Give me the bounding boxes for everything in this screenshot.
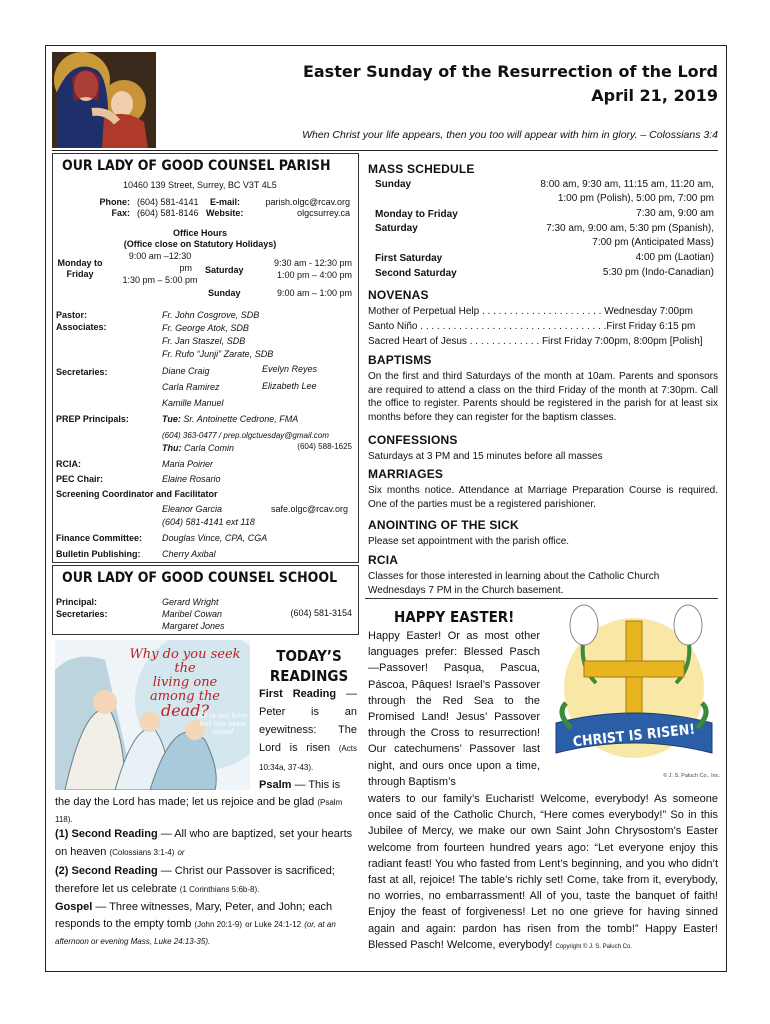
christ-is-risen-banner: CHRIST IS RISEN! (572, 721, 696, 751)
screening-phone: (604) 581-4141 ext 118 (162, 517, 255, 527)
phone-number: (604) 581-4141 (137, 197, 199, 207)
secretary-2: Evelyn Reyes (262, 364, 318, 374)
readings-title-2: READINGS (269, 667, 349, 685)
prep-thu-name: Carla Comin (184, 443, 235, 453)
associate-2: Fr. Jan Staszel, SDB (162, 336, 246, 346)
second-saturday: 5:30 pm (Indo-Canadian) (602, 267, 714, 278)
illustration-text-4: dead? (160, 701, 210, 720)
first-reading (259, 685, 357, 777)
second-reading-1-ref: (Colossians 3:1-4) (109, 848, 175, 857)
pastor-label: Pastor: (56, 310, 88, 320)
mass-sunday-1: 8:00 am, 9:30 am, 11:15 am, 11:20 am, (540, 179, 714, 190)
secretary-3: Carla Ramirez (162, 382, 220, 392)
confessions-text: Saturdays at 3 PM and 15 minutes before all masses (368, 451, 603, 462)
office-saturday-label: Saturday (205, 265, 244, 275)
first-saturday-label: First Saturday (375, 253, 443, 264)
secretary-5: Kamille Manuel (162, 398, 224, 408)
gospel-ref: (John 20:1-9) (194, 920, 243, 929)
bulletin-label: Bulletin Publishing: (56, 549, 141, 559)
weekday-hours-2: pm (179, 263, 192, 273)
rcia-label: RCIA: (56, 459, 81, 469)
mass-saturday-2: 7:00 pm (Anticipated Mass) (592, 237, 714, 248)
psalm-continuation: the day the Lord has made; let us rejoice and be glad (Psalm 118). (55, 796, 343, 824)
readings-illustration (55, 640, 250, 790)
first-reading-text: — Peter is an eyewitness: The Lord is risen (259, 688, 357, 754)
prep-label: PREP Principals: (56, 414, 129, 424)
mass-sunday-2: 1:00 pm (Polish), 5:00 pm, 7:00 pm (557, 193, 714, 204)
novena-line-3: Sacred Heart of Jesus . . . . . . . . . . . . . First Friday 7:00pm, 8:00pm [Polish] (368, 336, 703, 347)
second-reading-2-ref: (1 Corinthians 5:6b-8). (179, 885, 260, 894)
website-label: Website: (206, 208, 244, 218)
school-secretaries-label: Secretaries: (56, 609, 108, 619)
principal-name: Gerard Wright (162, 597, 219, 607)
mass-schedule-title: MASS SCHEDULE (368, 162, 475, 176)
novena-line-1: Mother of Perpetual Help . . . . . . . . . . . . . . . . . . . . . . Wednesday 7:00pm (368, 306, 693, 317)
easter-text-narrow: Happy Easter! Or as most other languages prefer: Blessed Pasch—Passover! Pasqua, Pascua, Páscoa, Pâques! Israel’s Passover through the Red Sea to the Promised Land! Jesus’ Passover through the Cross to resurrection! Our catechumens’ Passover last night, and ours once upon a time, through Baptism’s (368, 630, 540, 788)
screening-label: Screening Coordinator and Facilitator (56, 489, 218, 499)
associate-3: Fr. Rufo “Junji” Zarate, SDB (162, 349, 274, 359)
title-line-2: April 21, 2019 (591, 86, 718, 105)
easter-text-wide (368, 791, 718, 955)
second-reading-2-label: (2) Second Reading (55, 865, 158, 877)
rcia-section-title: RCIA (368, 553, 399, 567)
anointing-text: Please set appointment with the parish office. (368, 536, 570, 547)
parish-address: 10460 139 Street, Surrey, BC V3T 4L5 (123, 180, 277, 190)
scripture-quote: When Christ your life appears, then you too will appear with him in glory. – Colossians 3:4 (302, 129, 718, 141)
gospel-alt: (or, at an afternoon or evening Mass, Luke 24:13-35). (55, 920, 336, 946)
associates-label: Associates: (56, 322, 107, 332)
school-name: OUR LADY OF GOOD COUNSEL SCHOOL (62, 570, 338, 586)
illustration-text-3: among the (149, 689, 221, 704)
rcia-name: Maria Poirier (162, 459, 214, 469)
bulletin-title (303, 60, 718, 108)
illustration-text-1: Why do you seek the (129, 647, 241, 676)
right-column-bottom-rule (365, 598, 718, 599)
office-saturday-hours-1: 9:30 am - 12:30 pm (273, 258, 352, 268)
second-saturday-label: Second Saturday (375, 268, 457, 279)
pec-name: Elaine Rosario (162, 474, 221, 484)
prep-thu-phone: (604) 588-1625 (297, 442, 352, 451)
psalm-line (259, 776, 359, 794)
rcia-section-text: Classes for those interested in learning about the Catholic Church Wednesdays 7 PM in the Church basement. (368, 571, 660, 596)
easter-copyright: Copyright © J. S. Paluch Co. (555, 943, 632, 950)
gospel-reading (55, 899, 358, 950)
office-sunday-label: Sunday (208, 288, 241, 298)
mass-weekday: 7:30 am, 9:00 am (636, 208, 714, 219)
prep-tue-label: Tue: (162, 414, 181, 424)
baptisms-title: BAPTISMS (368, 353, 432, 367)
parish-name: OUR LADY OF GOOD COUNSEL PARISH (62, 158, 331, 174)
novenas-title: NOVENAS (368, 288, 429, 302)
second-reading-1-label: (1) Second Reading (55, 828, 158, 840)
weekday-label: Monday to Friday (57, 258, 103, 279)
title-line-1: Easter Sunday of the Resurrection of the Lord (302, 62, 718, 81)
office-hours-note: (Office close on Statutory Holidays) (123, 239, 277, 249)
associate-1: Fr. George Atok, SDB (162, 323, 249, 333)
gospel-label: Gospel (55, 901, 93, 913)
office-saturday-hours-2: 1:00 pm – 4:00 pm (276, 270, 352, 280)
second-reading-1-text: — All who are baptized, set your hearts on heaven (55, 828, 353, 858)
screening-name: Eleanor Garcia (162, 504, 223, 514)
readings-title (255, 646, 363, 686)
reading-or: or (177, 848, 185, 857)
first-reading-ref: (Acts 10:34a, 37-43). (259, 744, 357, 772)
fax-number: (604) 581-8146 (137, 208, 199, 218)
second-reading-1 (55, 825, 358, 862)
prep-thu-label: Thu: (162, 443, 182, 453)
second-reading-2-text: — Christ our Passover is sacrificed; therefore let us celebrate (55, 865, 335, 895)
secretaries-label: Secretaries: (56, 367, 108, 377)
second-reading-2 (55, 862, 358, 899)
prep-tuesday (162, 414, 298, 425)
prep-contact[interactable]: (604) 363-0477 / prep.olgctuesday@gmail.com (162, 431, 329, 440)
pec-label: PEC Chair: (56, 474, 104, 484)
readings-title-1: TODAY’S (276, 647, 342, 665)
pastor-name: Fr. John Cosgrove, SDB (162, 310, 260, 320)
fax-label: Fax: (111, 208, 130, 218)
office-sunday-hours: 9:00 am – 1:00 pm (276, 288, 352, 298)
email-value[interactable]: parish.olgc@rcav.org (265, 197, 350, 207)
school-secretary-1: Maribel Cowan (162, 609, 223, 619)
screening-email[interactable]: safe.olgc@rcav.org (270, 504, 348, 514)
christ-is-risen-image (546, 603, 722, 781)
finance-name: Douglas Vince, CPA, CGA (162, 533, 268, 543)
anointing-title: ANOINTING OF THE SICK (368, 518, 519, 532)
psalm-label: Psalm (259, 779, 292, 791)
illustration-text-2: living one (152, 675, 218, 690)
image-copyright: © J. S. Paluch Co., Inc. (663, 773, 720, 779)
secretary-1: Diane Craig (162, 366, 210, 376)
gospel-text: — Three witnesses, Mary, Peter, and John; each responds to the empty tomb (55, 901, 333, 930)
bulletin-name: Cherry Axibal (162, 549, 216, 559)
principal-label: Principal: (56, 597, 98, 607)
email-label: E-mail: (210, 197, 241, 207)
happy-easter-title: HAPPY EASTER! (394, 608, 515, 626)
school-phone: (604) 581-3154 (290, 608, 352, 618)
office-hours-title: Office Hours (172, 228, 227, 238)
phone-label: Phone: (99, 197, 130, 207)
weekday-hours-1: 9:00 am –12:30 (128, 251, 192, 261)
mass-weekday-label: Monday to Friday (375, 209, 458, 220)
header-divider (52, 150, 718, 151)
marriages-text: Six months notice. Attendance at Marriage Preparation Course is required. One of the parties must be a registered parishioner. (368, 485, 718, 510)
prep-tue-name: Sr. Antoinette Cedrone, FMA (183, 414, 299, 424)
novena-line-2: Santo Niño . . . . . . . . . . . . . . . . . . . . . . . . . . . . . . . . . .First Friday 6:15 pm (368, 321, 696, 332)
first-saturday: 4:00 pm (Laotian) (635, 252, 714, 263)
easter-text-wide-body: waters to our family’s Eucharist! Welcome, everybody! As someone once said of the Catholic Church, “Here comes everybody!” So in this Jubilee of Mercy, we make our own Saint John Chrysostom’s Easter welcome from fourteen hundred years ago: “Let everyone enjoy this radiant feast! You who fasted from Lent’s beginning, and you who didn’t fast at all, rejoice! The table’s richly set! Come, take from it, everybody, no worries, no embarrassment! All of you, taste the banquet of faith! Enjoy the feast of forgiveness! Let no one grieve for having sinned again and again: pardon has risen from the tomb!” Happy Easter! Blessed Pasch! Welcome, everybody! (368, 793, 718, 951)
psalm-text-start: — This is (291, 779, 341, 791)
website-value[interactable]: olgcsurrey.ca (297, 208, 350, 218)
psalm-ref: (Psalm 118). (55, 798, 343, 824)
baptisms-text: On the first and third Saturdays of the month at 10am. Parents and sponsors are required to attend a class on the third Friday of the month at 7:30pm. Call the office to register. Parents should be registered in the parish for at least six months before they can register for the baptism classes. (368, 371, 718, 423)
finance-label: Finance Committee: (56, 533, 143, 543)
marriages-title: MARRIAGES (368, 467, 444, 481)
weekday-hours-3: 1:30 pm – 5:00 pm (122, 275, 198, 285)
first-reading-label: First Reading (259, 688, 337, 700)
mass-saturday-label: Saturday (375, 223, 418, 234)
confessions-title: CONFESSIONS (368, 433, 458, 447)
illustration-text-6: but has been raised (199, 720, 246, 736)
illustration-text-5: He is not here (197, 712, 248, 720)
prep-thursday (162, 443, 234, 454)
mass-sunday-label: Sunday (375, 179, 412, 190)
secretary-4: Elizabeth Lee (262, 381, 317, 391)
mass-saturday-1: 7:30 am, 9:00 am, 5:30 pm (Spanish), (546, 223, 714, 234)
school-secretary-2: Margaret Jones (162, 621, 225, 631)
gospel-or: or Luke 24:1-12 (245, 920, 302, 929)
